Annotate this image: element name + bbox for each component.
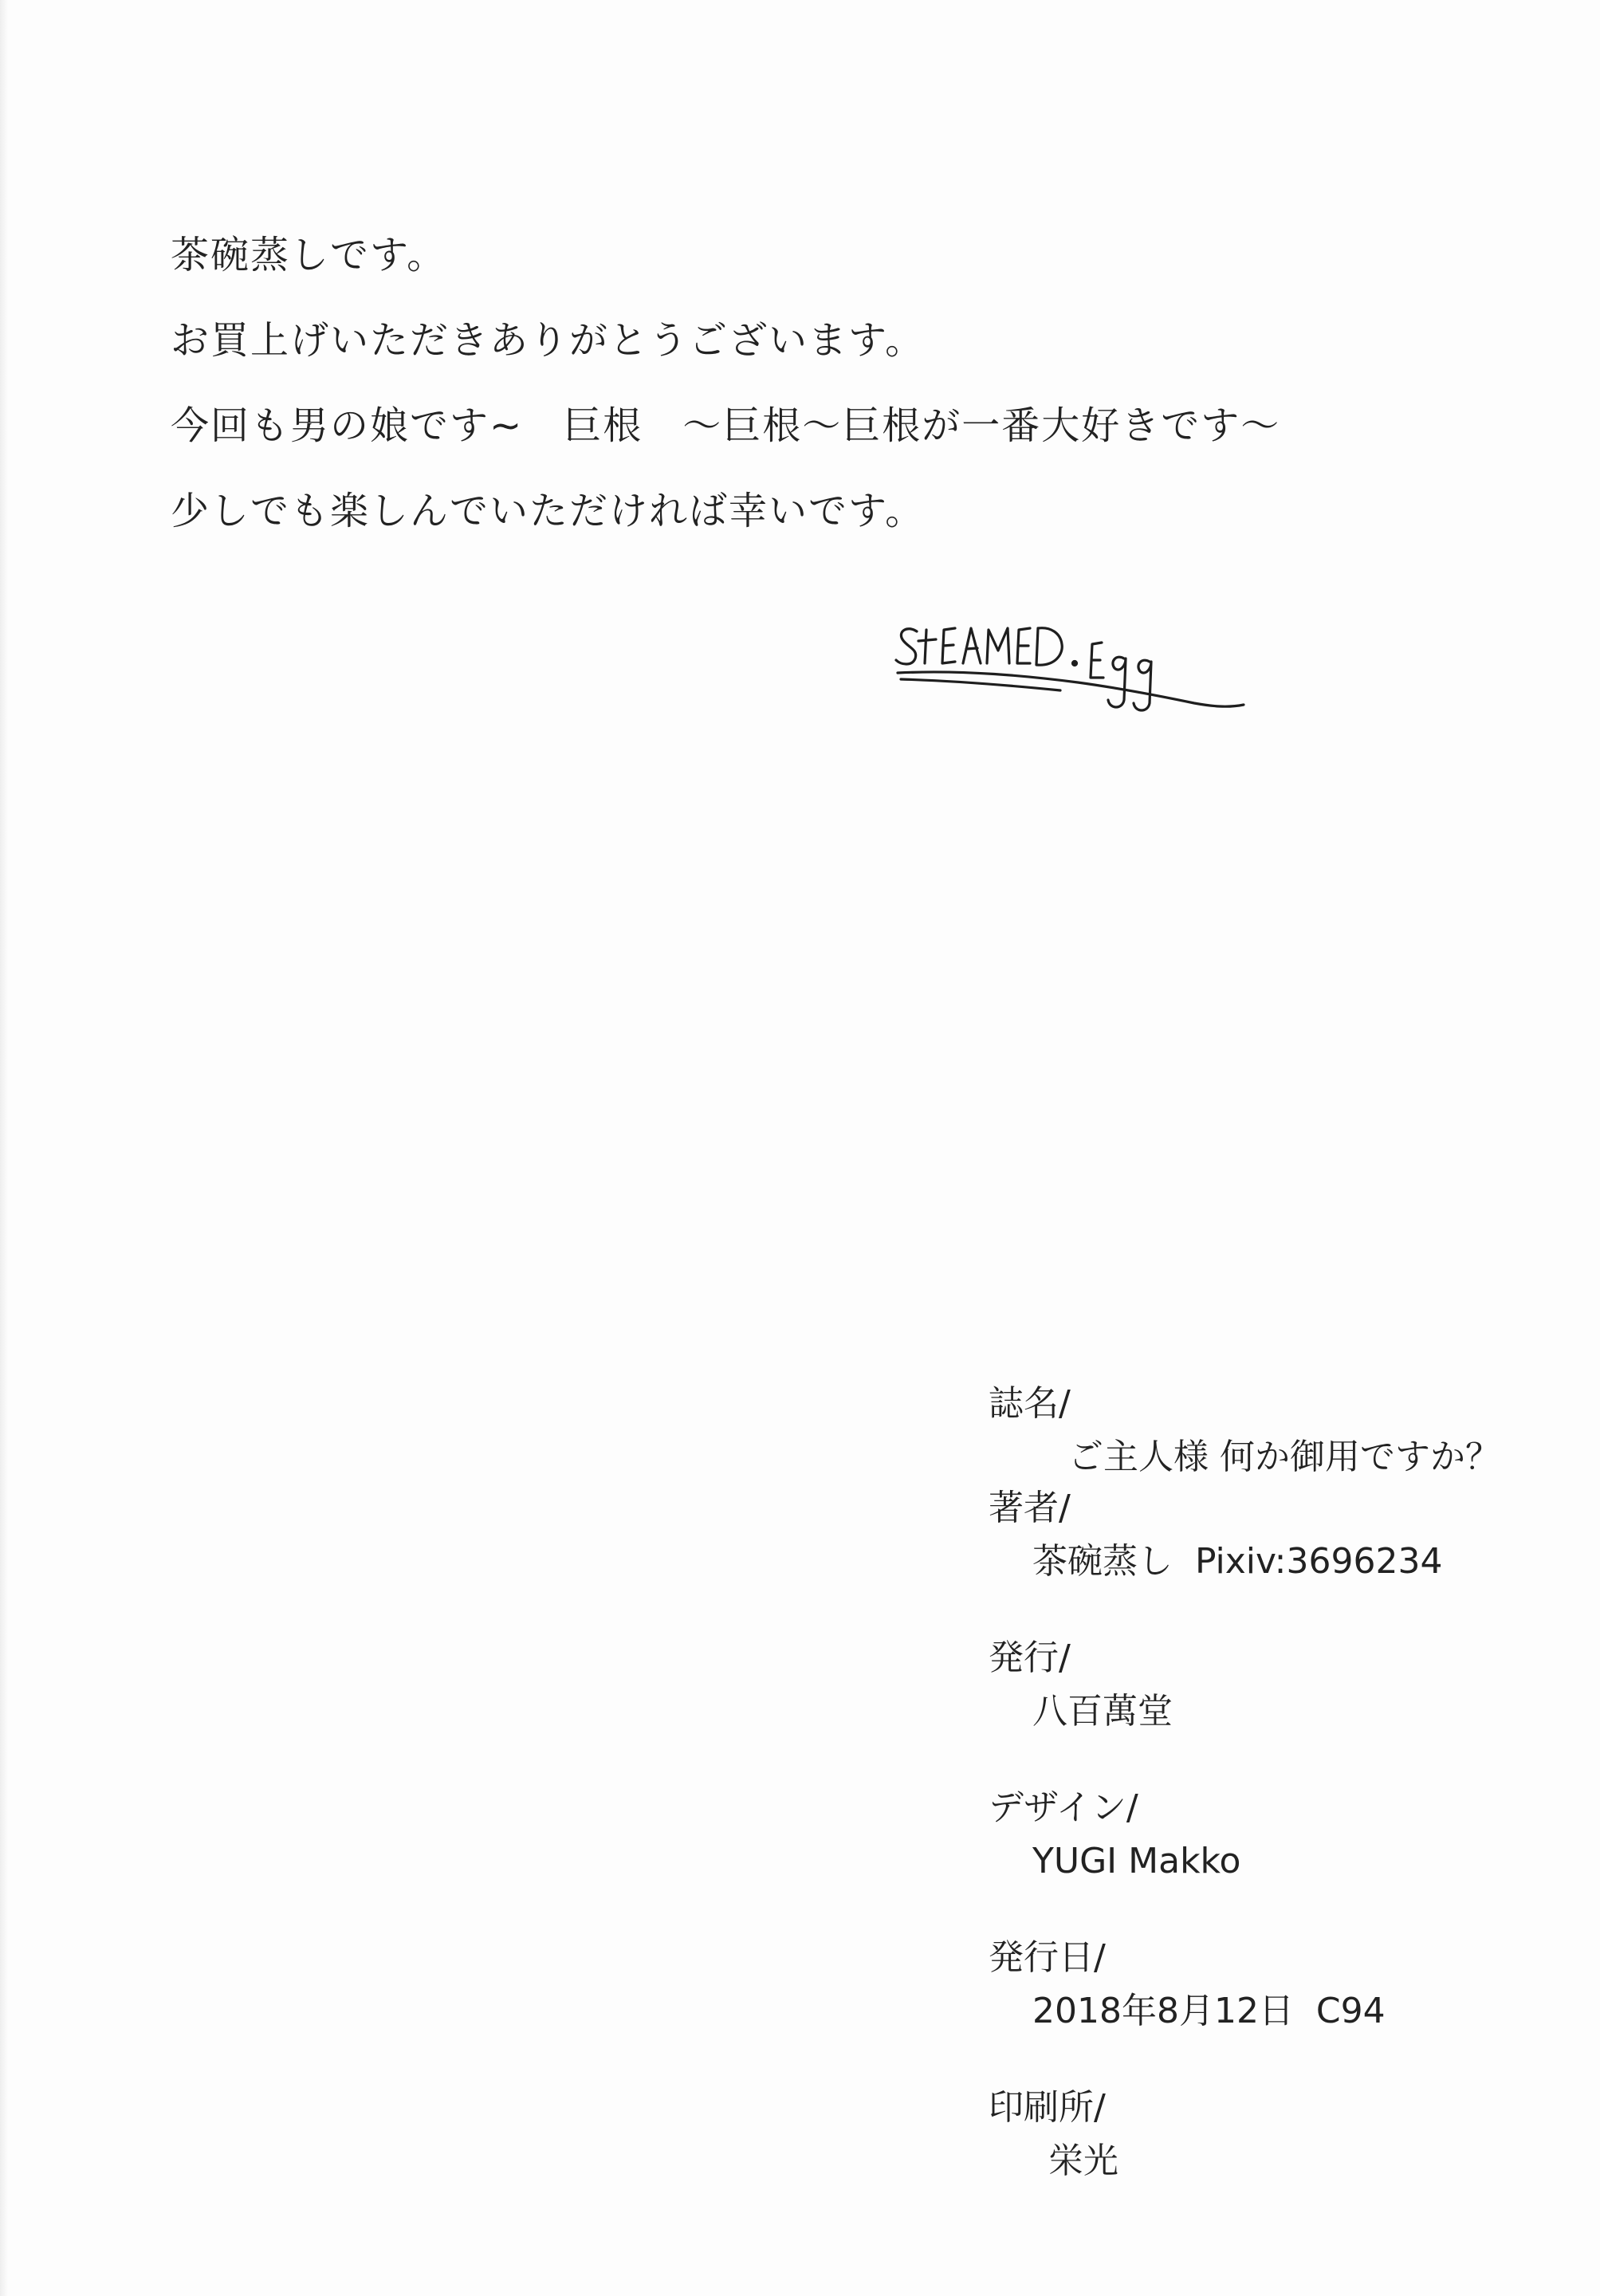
afterword-text [171, 233, 1526, 574]
colophon-date-entry [989, 1937, 1563, 2032]
colophon-printer-value: 栄光 [1048, 2141, 1118, 2181]
handwritten-signature [893, 614, 1260, 749]
colophon-printer-entry [989, 2087, 1563, 2182]
colophon-publisher-value: 八百萬堂 [1032, 1691, 1173, 1732]
colophon-title-label: 誌名/ [989, 1383, 1071, 1424]
colophon-author-value: 茶碗蒸し Pixiv:3696234 [1032, 1541, 1443, 1582]
afterword-line: 今回も男の娘です~ 巨根 ～巨根～巨根が一番大好きです～ [171, 403, 1281, 448]
page-binding-edge [0, 0, 8, 2296]
colophon-design-entry [989, 1787, 1563, 1882]
colophon-printer-label: 印刷所/ [989, 2087, 1106, 2128]
colophon-title-entry [989, 1383, 1563, 1478]
afterword-line: 茶碗蒸しです。 [171, 233, 447, 277]
colophon [989, 1383, 1563, 2237]
colophon-design-label: デザイン/ [989, 1787, 1138, 1828]
afterword-line: お買上げいただきありがとうございます。 [171, 318, 926, 363]
colophon-design-value: YUGI Makko [1032, 1841, 1241, 1881]
colophon-publisher-entry [989, 1637, 1563, 1732]
colophon-author-label: 著者/ [989, 1488, 1071, 1528]
colophon-date-label: 発行日/ [989, 1937, 1106, 1978]
colophon-date-value: 2018年8月12日 C94 [1032, 1991, 1386, 2031]
colophon-title-value: ご主人様 何か御用ですか？ [1068, 1437, 1500, 1477]
colophon-author-entry [989, 1488, 1563, 1582]
colophon-publisher-label: 発行/ [989, 1637, 1071, 1678]
afterword-line: 少しでも楽しんでいただければ幸いです。 [171, 489, 926, 533]
